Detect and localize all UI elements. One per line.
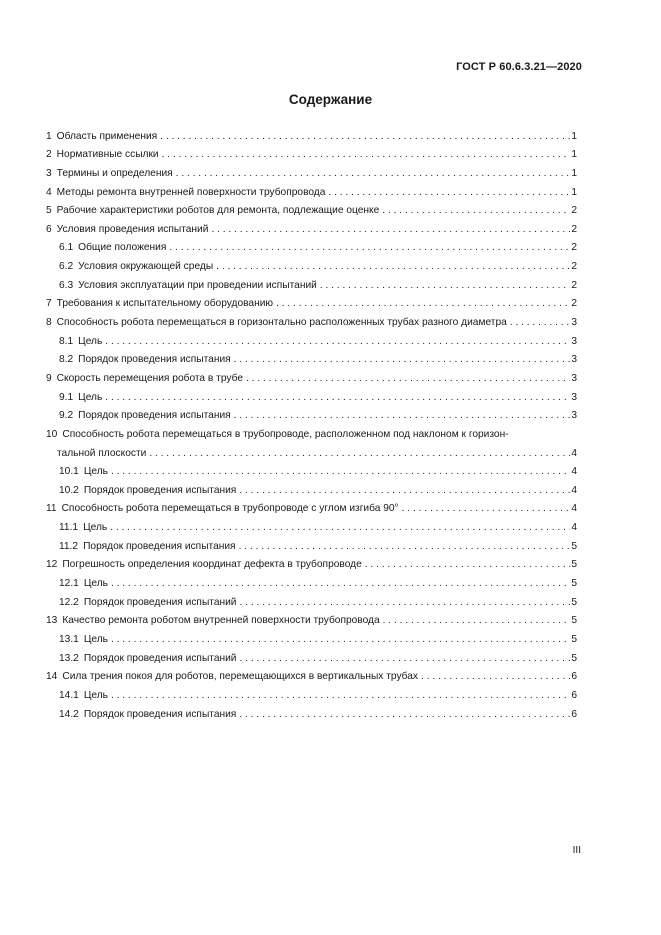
table-of-contents (46, 124, 577, 721)
toc-item-title: Погрешность определения координат дефекта в трубопроводе (62, 559, 362, 571)
toc-item-title: Нормативные ссылки (56, 149, 159, 161)
toc-item-title: Порядок проведения испытания (83, 540, 236, 552)
toc-leader-dots (111, 689, 570, 702)
toc-item-page: 3 (571, 410, 577, 422)
toc-item-number: 12.1 (59, 578, 79, 590)
toc-item-page: 4 (571, 522, 577, 534)
toc-item-title: Методы ремонта внутренней поверхности трубопровода (56, 186, 326, 198)
toc-item-continuation-line (46, 441, 577, 460)
toc-item-page: 2 (571, 298, 577, 310)
toc-item-number: 8 (46, 317, 52, 329)
toc-item-page: 6 (571, 671, 577, 683)
toc-item-title: Условия окружающей среды (78, 261, 214, 273)
toc-item-number: 13 (46, 615, 58, 627)
toc-item[interactable] (46, 665, 577, 684)
toc-item-title: Качество ремонта роботом внутренней поверхности трубопровода (62, 615, 380, 627)
toc-item[interactable] (46, 422, 577, 459)
toc-subitem[interactable] (46, 515, 577, 534)
toc-item-number: 14 (46, 671, 58, 683)
toc-leader-dots (176, 167, 570, 180)
toc-item-page: 2 (571, 261, 577, 273)
toc-item-first-line (46, 422, 577, 441)
toc-leader-dots (110, 521, 570, 534)
toc-item-number: 11 (46, 503, 57, 515)
toc-item-page: 5 (571, 652, 577, 664)
toc-item-page: 1 (571, 149, 577, 161)
toc-item-page: 3 (571, 335, 577, 347)
toc-item-number: 14.1 (59, 689, 79, 701)
toc-item-number: 8.2 (59, 354, 74, 366)
toc-item-title: Цель (83, 633, 108, 645)
toc-item-title: Цель (78, 335, 103, 347)
toc-leader-dots (111, 577, 570, 590)
toc-leader-dots (216, 260, 570, 273)
toc-leader-dots (320, 279, 570, 292)
toc-item-title: Цель (83, 578, 108, 590)
toc-subitem[interactable] (46, 478, 577, 497)
toc-leader-dots (239, 484, 570, 497)
toc-item-page: 2 (571, 223, 577, 235)
toc-item-title: Условия эксплуатации при проведении испытаний (78, 279, 317, 291)
toc-leader-dots (365, 558, 570, 571)
toc-item-title: Общие положения (78, 242, 167, 254)
toc-leader-dots (328, 186, 570, 199)
toc-leader-dots (169, 241, 570, 254)
toc-item-number: 11.1 (59, 522, 79, 534)
toc-leader-dots (111, 633, 570, 646)
toc-subitem[interactable] (46, 590, 577, 609)
toc-item-page: 2 (571, 205, 577, 217)
toc-item[interactable] (46, 143, 577, 162)
toc-item-title: Цель (83, 689, 108, 701)
toc-leader-dots (234, 409, 570, 422)
toc-subitem[interactable] (46, 460, 577, 479)
toc-leader-dots (234, 353, 570, 366)
toc-item-page: 5 (571, 615, 577, 627)
toc-item[interactable] (46, 366, 577, 385)
toc-item-number: 4 (46, 186, 52, 198)
toc-item[interactable] (46, 609, 577, 628)
toc-item-title: Порядок проведения испытания (83, 708, 237, 720)
toc-item-page: 4 (571, 503, 577, 515)
toc-item[interactable] (46, 124, 577, 143)
toc-item-title: Способность робота перемещаться в горизонтально расположенных трубах разного диаметра (56, 317, 507, 329)
toc-leader-dots (239, 540, 570, 553)
toc-leader-dots (402, 502, 570, 515)
toc-subitem[interactable] (46, 254, 577, 273)
toc-leader-dots (383, 614, 570, 627)
toc-item-number: 13.2 (59, 652, 79, 664)
toc-item-page: 4 (571, 466, 577, 478)
toc-item-title: Сила трения покоя для роботов, перемещающихся в вертикальных трубах (62, 671, 419, 683)
toc-leader-dots (162, 148, 570, 161)
toc-leader-dots (510, 316, 570, 329)
toc-item[interactable] (46, 553, 577, 572)
toc-item-page: 4 (571, 484, 577, 496)
toc-item-number: 6.2 (59, 261, 74, 273)
toc-leader-dots (105, 335, 570, 348)
toc-subitem[interactable] (46, 571, 577, 590)
toc-item-number: 2 (46, 149, 52, 161)
toc-item-page: 1 (571, 130, 577, 142)
toc-subitem[interactable] (46, 646, 577, 665)
toc-subitem[interactable] (46, 702, 577, 721)
toc-item-page: 2 (571, 242, 577, 254)
toc-subitem[interactable] (46, 683, 577, 702)
toc-leader-dots (105, 391, 570, 404)
toc-item-number: 13.1 (59, 633, 79, 645)
toc-item-page: 6 (571, 689, 577, 701)
toc-item-page: 5 (571, 596, 577, 608)
toc-item-title: Цель (83, 522, 108, 534)
toc-item-page: 5 (571, 578, 577, 590)
toc-subitem[interactable] (46, 534, 577, 553)
toc-item-number: 11.2 (59, 540, 79, 552)
toc-item-number: 9.2 (59, 410, 74, 422)
page-title: Содержание (288, 92, 373, 107)
toc-item-title: Термины и определения (56, 167, 173, 179)
toc-item-title: Рабочие характеристики роботов для ремонта, подлежащие оценке (56, 205, 380, 217)
toc-leader-dots (421, 670, 570, 683)
standard-code: ГОСТ Р 60.6.3.21—2020 (456, 61, 582, 73)
toc-subitem[interactable] (46, 385, 577, 404)
toc-leader-dots (382, 204, 570, 217)
toc-item-number: 5 (46, 205, 52, 217)
toc-item[interactable] (46, 180, 577, 199)
toc-item[interactable] (46, 217, 577, 236)
toc-item-page: 5 (571, 633, 577, 645)
toc-leader-dots (240, 596, 571, 609)
toc-leader-dots (239, 708, 570, 721)
toc-item-title: Порядок проведения испытаний (83, 596, 237, 608)
toc-leader-dots (149, 447, 570, 460)
toc-subitem[interactable] (46, 329, 577, 348)
toc-item-number: 6.3 (59, 279, 74, 291)
toc-item-number: 6 (46, 223, 52, 235)
toc-item-page: 6 (571, 708, 577, 720)
toc-item-title: Порядок проведения испытаний (83, 652, 237, 664)
toc-item-number: 8.1 (59, 335, 74, 347)
toc-item-page: 4 (571, 447, 577, 459)
page-number: III (572, 845, 581, 856)
toc-item-number: 9 (46, 372, 52, 384)
toc-item-page: 5 (571, 540, 577, 552)
toc-item-page: 1 (571, 167, 577, 179)
toc-leader-dots (211, 223, 570, 236)
toc-leader-dots (240, 652, 571, 665)
toc-item-number: 12 (46, 559, 58, 571)
toc-item-page: 3 (571, 354, 577, 366)
toc-item-page: 1 (571, 186, 577, 198)
toc-item-number: 10.2 (59, 484, 79, 496)
toc-item-number: 10.1 (59, 466, 79, 478)
toc-item-title: Требования к испытательному оборудованию (56, 298, 274, 310)
toc-item-number: 7 (46, 298, 52, 310)
toc-subitem[interactable] (46, 236, 577, 255)
toc-item-title: Порядок проведения испытания (83, 484, 237, 496)
toc-item-title: Способность робота перемещаться в трубопроводе, расположенном под наклоном к горизон- (62, 428, 509, 440)
toc-item-number: 14.2 (59, 708, 79, 720)
toc-item-title: Цель (78, 391, 103, 403)
toc-item-number: 10 (46, 428, 58, 440)
toc-item-page: 2 (571, 279, 577, 291)
toc-subitem[interactable] (46, 627, 577, 646)
toc-item-title: Цель (83, 466, 108, 478)
toc-item-number: 3 (46, 167, 52, 179)
toc-item-title: Скорость перемещения робота в трубе (56, 372, 243, 384)
toc-item-page: 5 (571, 559, 577, 571)
toc-subitem[interactable] (46, 273, 577, 292)
toc-item-number: 12.2 (59, 596, 79, 608)
toc-item[interactable] (46, 199, 577, 218)
toc-leader-dots (111, 465, 570, 478)
toc-leader-dots (160, 130, 570, 143)
toc-subitem[interactable] (46, 404, 577, 423)
toc-leader-dots (246, 372, 570, 385)
toc-item[interactable] (46, 161, 577, 180)
toc-item-number: 6.1 (59, 242, 74, 254)
toc-item-page: 3 (571, 372, 577, 384)
toc-item[interactable] (46, 310, 577, 329)
toc-subitem[interactable] (46, 348, 577, 367)
toc-item[interactable] (46, 292, 577, 311)
toc-item-title: Область применения (56, 130, 158, 142)
toc-item-title: Порядок проведения испытания (78, 410, 231, 422)
toc-item-title: Способность робота перемещаться в трубопроводе с углом изгиба 90° (61, 503, 399, 515)
toc-leader-dots (276, 297, 570, 310)
toc-item-page: 3 (571, 317, 577, 329)
toc-item-number: 9.1 (59, 391, 74, 403)
toc-item-title: Порядок проведения испытания (78, 354, 231, 366)
toc-item-number: 1 (46, 130, 52, 142)
toc-item-title: Условия проведения испытаний (56, 223, 209, 235)
toc-item-page: 3 (571, 391, 577, 403)
toc-item[interactable] (46, 497, 577, 516)
toc-item-title-continuation: тальной плоскости (57, 447, 147, 459)
